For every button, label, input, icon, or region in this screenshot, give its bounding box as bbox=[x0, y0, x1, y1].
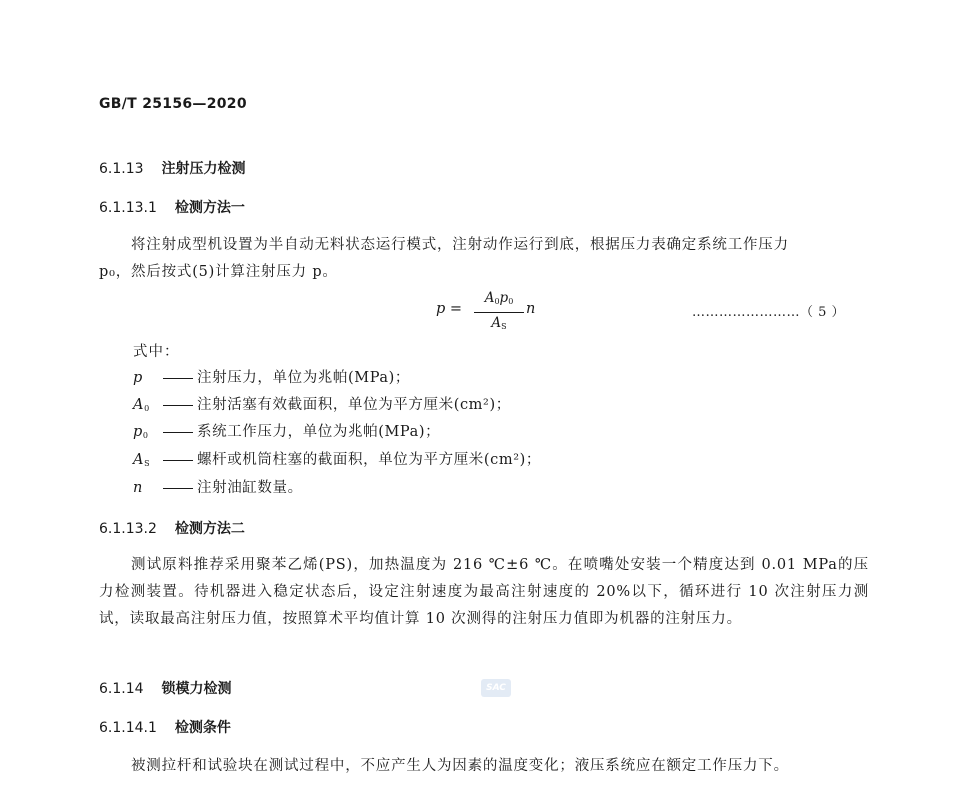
section-number: 6.1.14 bbox=[99, 681, 144, 697]
variable-description: 注射油缸数量。 bbox=[197, 480, 303, 496]
section-title: 检测方法一 bbox=[174, 200, 245, 216]
section-heading-6-1-14-1 bbox=[99, 717, 231, 737]
variable-definition bbox=[133, 393, 511, 414]
section-number: 6.1.13.1 bbox=[99, 200, 157, 216]
variable-symbol: $A_0$ bbox=[133, 397, 150, 413]
section-heading-6-1-13-2 bbox=[99, 518, 245, 538]
dash-separator bbox=[163, 432, 193, 433]
paragraph-test-conditions: 被测拉杆和试验块在测试过程中，不应产生人为因素的温度变化；液压系统应在额定工作压力下。 bbox=[131, 758, 789, 774]
denominator-A: A bbox=[491, 315, 502, 331]
paragraph-method-two: 测试原料推荐采用聚苯乙烯(PS)，加热温度为 216 ℃±6 ℃。在喷嘴处安装一个精度达到 0.01 MPa的压力检测装置。待机器进入稳定状态后，设定注射速度为最高注射速度的 20%以下，循环进行 10 次注射压力测试，读取最高注射压力值，按照算术平均值计算 10 次测得的注射压力值即为机器的注射压力。 bbox=[99, 557, 869, 627]
standard-code-header: GB/T 25156—2020 bbox=[99, 96, 247, 112]
section-title: 注射压力检测 bbox=[161, 161, 246, 177]
section-number: 6.1.13.2 bbox=[99, 521, 157, 537]
equation-number: ……………………（ 5 ） bbox=[692, 305, 846, 320]
formula-fraction bbox=[474, 289, 524, 336]
variable-definition bbox=[133, 476, 303, 497]
section-heading-6-1-13-1 bbox=[99, 197, 245, 217]
variable-definition bbox=[133, 366, 410, 387]
variable-description: 注射活塞有效截面积，单位为平方厘米(cm²)； bbox=[197, 397, 511, 413]
dash-separator bbox=[163, 460, 193, 461]
variable-definition bbox=[133, 448, 541, 469]
variable-symbol: $p_0$ bbox=[133, 424, 149, 440]
section-heading-6-1-13 bbox=[99, 158, 246, 178]
variable-symbol: $A_S$ bbox=[133, 452, 151, 468]
section-title: 检测条件 bbox=[174, 720, 231, 736]
section-heading-6-1-14 bbox=[99, 678, 232, 698]
section-number: 6.1.14.1 bbox=[99, 720, 157, 736]
sac-watermark-logo: SAC bbox=[481, 679, 511, 697]
numerator-A: A bbox=[484, 290, 495, 306]
fraction-bar bbox=[474, 312, 524, 313]
formula-rhs: n bbox=[526, 301, 536, 317]
section-title: 锁模力检测 bbox=[161, 681, 232, 697]
variable-symbol: n bbox=[133, 480, 143, 496]
formula-lhs: p = bbox=[436, 301, 463, 317]
formula-denominator bbox=[474, 314, 524, 336]
numerator-p-sub: 0 bbox=[508, 297, 514, 306]
variable-symbol: p bbox=[133, 370, 143, 386]
formula-numerator bbox=[474, 289, 524, 311]
dash-separator bbox=[163, 488, 193, 489]
paragraph-method-one bbox=[99, 232, 869, 286]
section-title: 检测方法二 bbox=[174, 521, 245, 537]
numerator-p: p bbox=[499, 290, 509, 306]
dash-separator bbox=[163, 378, 193, 379]
section-number: 6.1.13 bbox=[99, 161, 144, 177]
where-label: 式中： bbox=[133, 344, 180, 360]
dash-separator bbox=[163, 405, 193, 406]
variable-description: 注射压力，单位为兆帕(MPa)； bbox=[197, 370, 411, 386]
variable-description: 系统工作压力，单位为兆帕(MPa)； bbox=[197, 424, 441, 440]
numerator-A-sub: 0 bbox=[494, 297, 500, 306]
denominator-sub: S bbox=[501, 322, 507, 331]
variable-description: 螺杆或机筒柱塞的截面积，单位为平方厘米(cm²)； bbox=[197, 452, 541, 468]
paragraph-line: 将注射成型机设置为半自动无料状态运行模式，注射动作运行到底，根据压力表确定系统工作压力 bbox=[131, 237, 789, 253]
paragraph-line: p₀，然后按式(5)计算注射压力 p。 bbox=[99, 264, 338, 280]
variable-definition bbox=[133, 420, 440, 441]
